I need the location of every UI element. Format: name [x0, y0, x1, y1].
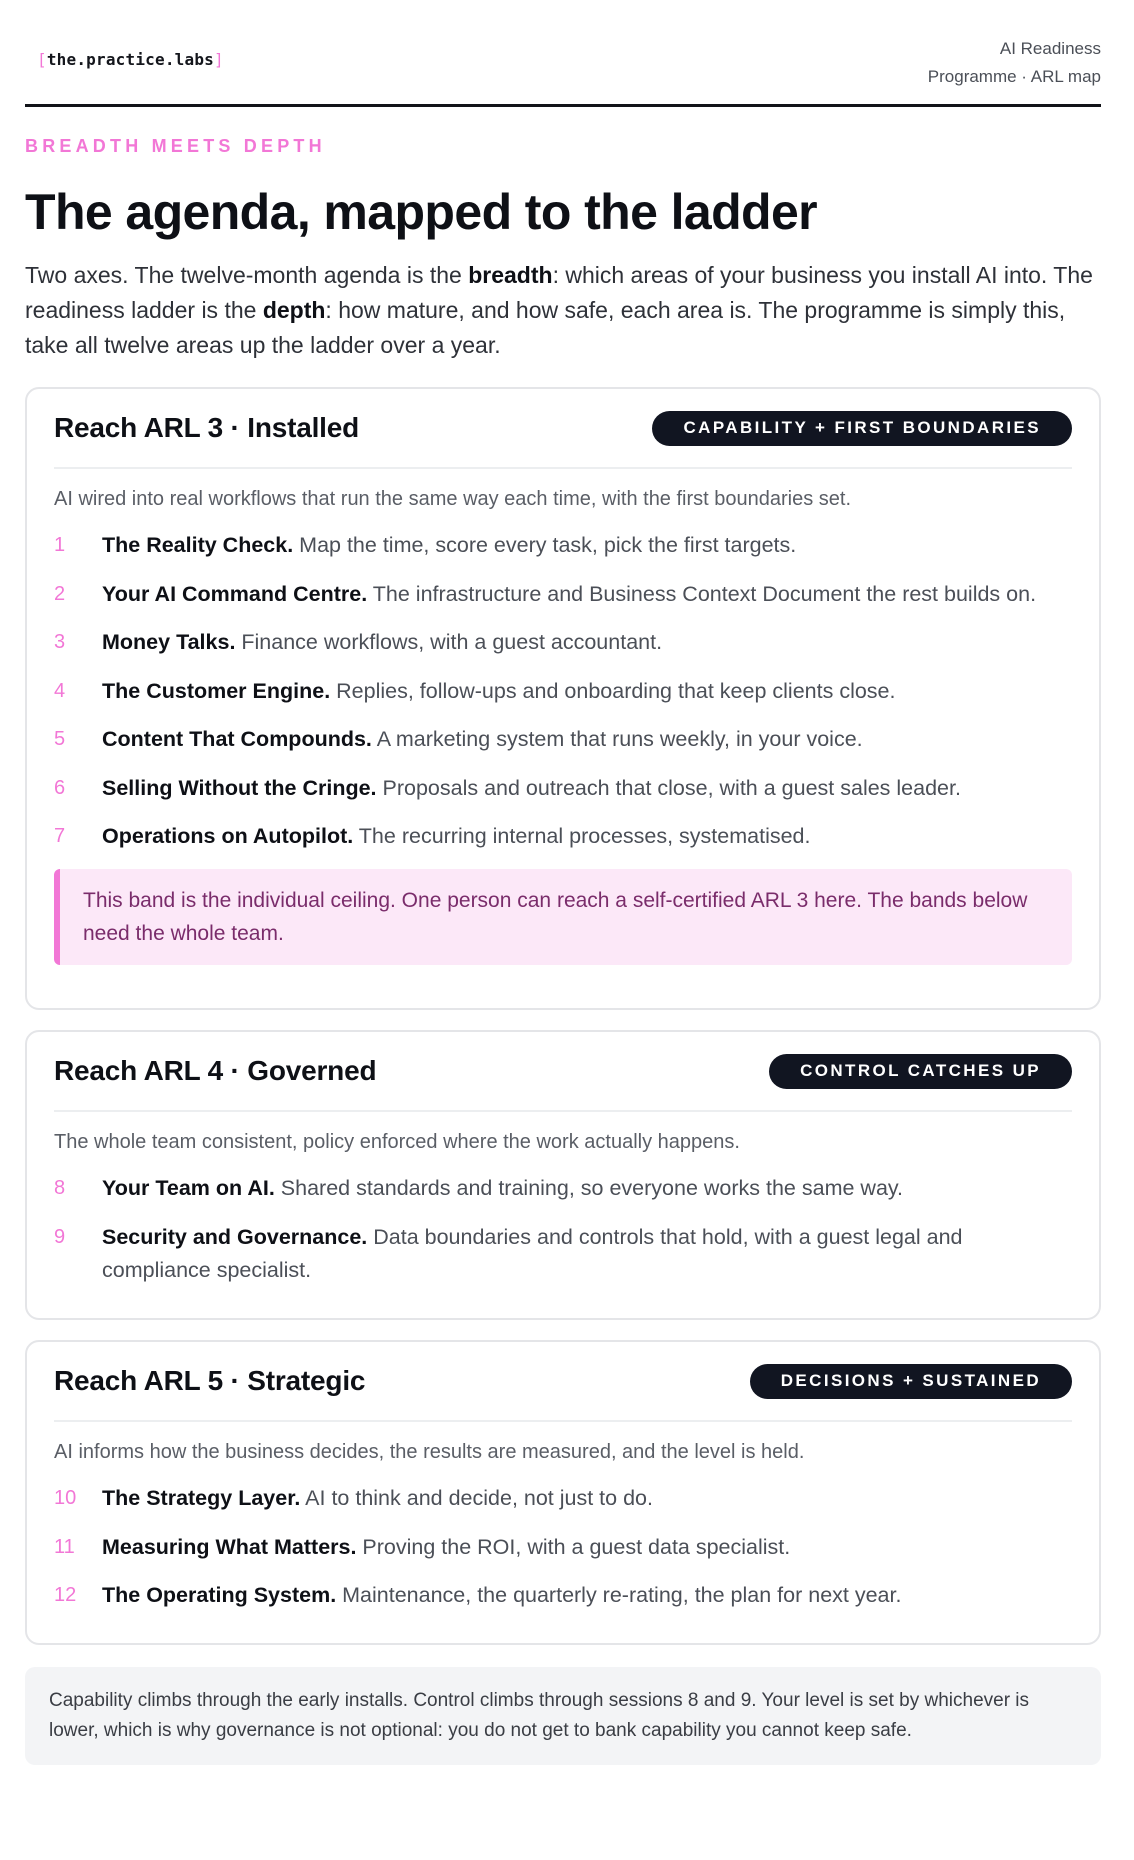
band-badge: DECISIONS + SUSTAINED	[750, 1364, 1072, 1399]
session-name: Money Talks.	[102, 630, 236, 654]
intro-paragraph	[25, 258, 1101, 363]
session-name: The Reality Check.	[102, 533, 294, 557]
session-name: The Strategy Layer.	[102, 1486, 301, 1510]
logo	[37, 50, 224, 69]
band-title: Reach ARL 3 · Installed	[54, 412, 360, 443]
session-detail: A marketing system that runs weekly, in your voice.	[371, 727, 863, 751]
intro-emphasis-depth: depth	[262, 297, 326, 323]
page-title: The agenda, mapped to the ladder	[25, 184, 818, 240]
session-name: The Operating System.	[102, 1583, 337, 1607]
session-number: 4	[54, 679, 66, 702]
band-description: AI informs how the business decides, the results are measured, and the level is held.	[54, 1441, 805, 1463]
session-name: Measuring What Matters.	[102, 1534, 357, 1559]
intro-text-2: : which areas of your business you install AI into. The readiness ladder is the	[25, 262, 1093, 323]
session-number: 12	[54, 1584, 77, 1606]
session-text	[102, 1531, 1072, 1564]
session-detail: Maintenance, the quarterly re-rating, the plan for next year.	[336, 1583, 902, 1607]
band-description: The whole team consistent, policy enforced where the work actually happens.	[54, 1131, 740, 1153]
band-title: Reach ARL 5 · Strategic	[54, 1365, 366, 1396]
band-card-arl4	[25, 1030, 1101, 1320]
session-item	[54, 626, 1072, 659]
session-detail: Replies, follow-ups and onboarding that keep clients close.	[330, 678, 896, 703]
session-item	[54, 578, 1072, 611]
session-number: 11	[54, 1535, 75, 1558]
session-text	[102, 529, 1072, 562]
session-detail: Map the time, score every task, pick the first targets.	[293, 533, 797, 557]
session-name: Content That Compounds.	[102, 727, 372, 751]
session-text	[102, 1172, 1072, 1205]
session-name: The Customer Engine.	[102, 678, 331, 703]
session-text	[102, 675, 1072, 708]
session-item	[54, 820, 1072, 853]
session-detail: The recurring internal processes, systematised.	[353, 824, 811, 848]
band-badge: CONTROL CATCHES UP	[769, 1054, 1072, 1089]
session-text	[102, 578, 1072, 611]
band-card-arl3	[25, 387, 1101, 1010]
callout-note: This band is the individual ceiling. One person can reach a self-certified ARL 3 here. The bands below need the whole team.	[54, 869, 1072, 965]
band-header	[54, 1032, 1072, 1112]
session-name: Your AI Command Centre.	[102, 581, 368, 606]
session-name: Security and Governance.	[102, 1224, 368, 1249]
logo-text: the.practice.labs	[46, 50, 215, 69]
band-title: Reach ARL 4 · Governed	[54, 1055, 377, 1086]
session-number: 7	[54, 825, 66, 847]
session-item	[54, 1482, 1072, 1515]
session-detail: AI to think and decide, not just to do.	[300, 1486, 653, 1510]
document-label	[928, 35, 1101, 91]
session-list	[54, 1172, 1072, 1287]
session-item	[54, 1579, 1072, 1612]
band-badge: CAPABILITY + FIRST BOUNDARIES	[652, 411, 1072, 446]
intro-text-3: : how mature, and how safe, each area is. The programme is simply this, take all twelve areas up the ladder over a year.	[25, 297, 1066, 358]
session-item	[54, 1531, 1072, 1564]
session-number: 9	[54, 1225, 66, 1248]
page-header	[25, 0, 1101, 107]
session-item	[54, 1172, 1072, 1205]
session-text	[102, 772, 1072, 805]
session-number: 3	[54, 631, 66, 653]
session-text	[102, 626, 1072, 659]
session-number: 5	[54, 728, 66, 750]
session-item	[54, 723, 1072, 756]
session-number: 1	[54, 534, 66, 556]
session-item	[54, 1221, 1072, 1287]
session-detail: Finance workflows, with a guest accountant.	[235, 630, 663, 654]
session-number: 2	[54, 582, 66, 605]
session-detail: The infrastructure and Business Context Document the rest builds on.	[367, 581, 1037, 606]
session-text	[102, 1482, 1072, 1515]
session-text	[102, 820, 1072, 853]
session-name: Selling Without the Cringe.	[102, 775, 377, 800]
session-item	[54, 675, 1072, 708]
band-header	[54, 1342, 1072, 1422]
document-label-line2: Programme · ARL map	[927, 67, 1101, 86]
intro-text-1: Two axes. The twelve-month agenda is the	[25, 262, 469, 288]
session-name: Your Team on AI.	[102, 1176, 275, 1200]
session-list	[54, 529, 1072, 853]
session-text	[102, 1221, 1072, 1287]
session-detail: Shared standards and training, so everyone works the same way.	[274, 1176, 904, 1200]
session-text	[102, 723, 1072, 756]
page	[25, 0, 1101, 1765]
session-number: 6	[54, 776, 66, 799]
band-card-arl5	[25, 1340, 1101, 1645]
session-detail: Proving the ROI, with a guest data specialist.	[356, 1534, 791, 1559]
session-number: 8	[54, 1177, 66, 1199]
session-detail: Proposals and outreach that close, with a guest sales leader.	[376, 775, 961, 800]
logo-bracket-close: ]	[214, 50, 224, 69]
session-list	[54, 1482, 1072, 1612]
session-text	[102, 1579, 1072, 1612]
eyebrow: BREADTH MEETS DEPTH	[25, 136, 326, 156]
summary-footer: Capability climbs through the early installs. Control climbs through sessions 8 and 9. Your level is set by whichever is lower, which is why governance is not optional: you do not get to bank capability you cannot keep safe.	[25, 1667, 1101, 1765]
intro-emphasis-breadth: breadth	[468, 262, 553, 288]
band-header	[54, 389, 1072, 469]
logo-bracket-open: [	[37, 50, 47, 69]
session-detail: Data boundaries and controls that hold, with a guest legal and compliance specialist.	[102, 1224, 963, 1282]
document-label-line1: AI Readiness	[999, 39, 1101, 58]
session-name: Operations on Autopilot.	[102, 824, 354, 848]
session-number: 10	[54, 1487, 77, 1509]
band-description: AI wired into real workflows that run the same way each time, with the first boundaries set.	[54, 488, 852, 510]
session-item	[54, 772, 1072, 805]
session-item	[54, 529, 1072, 562]
